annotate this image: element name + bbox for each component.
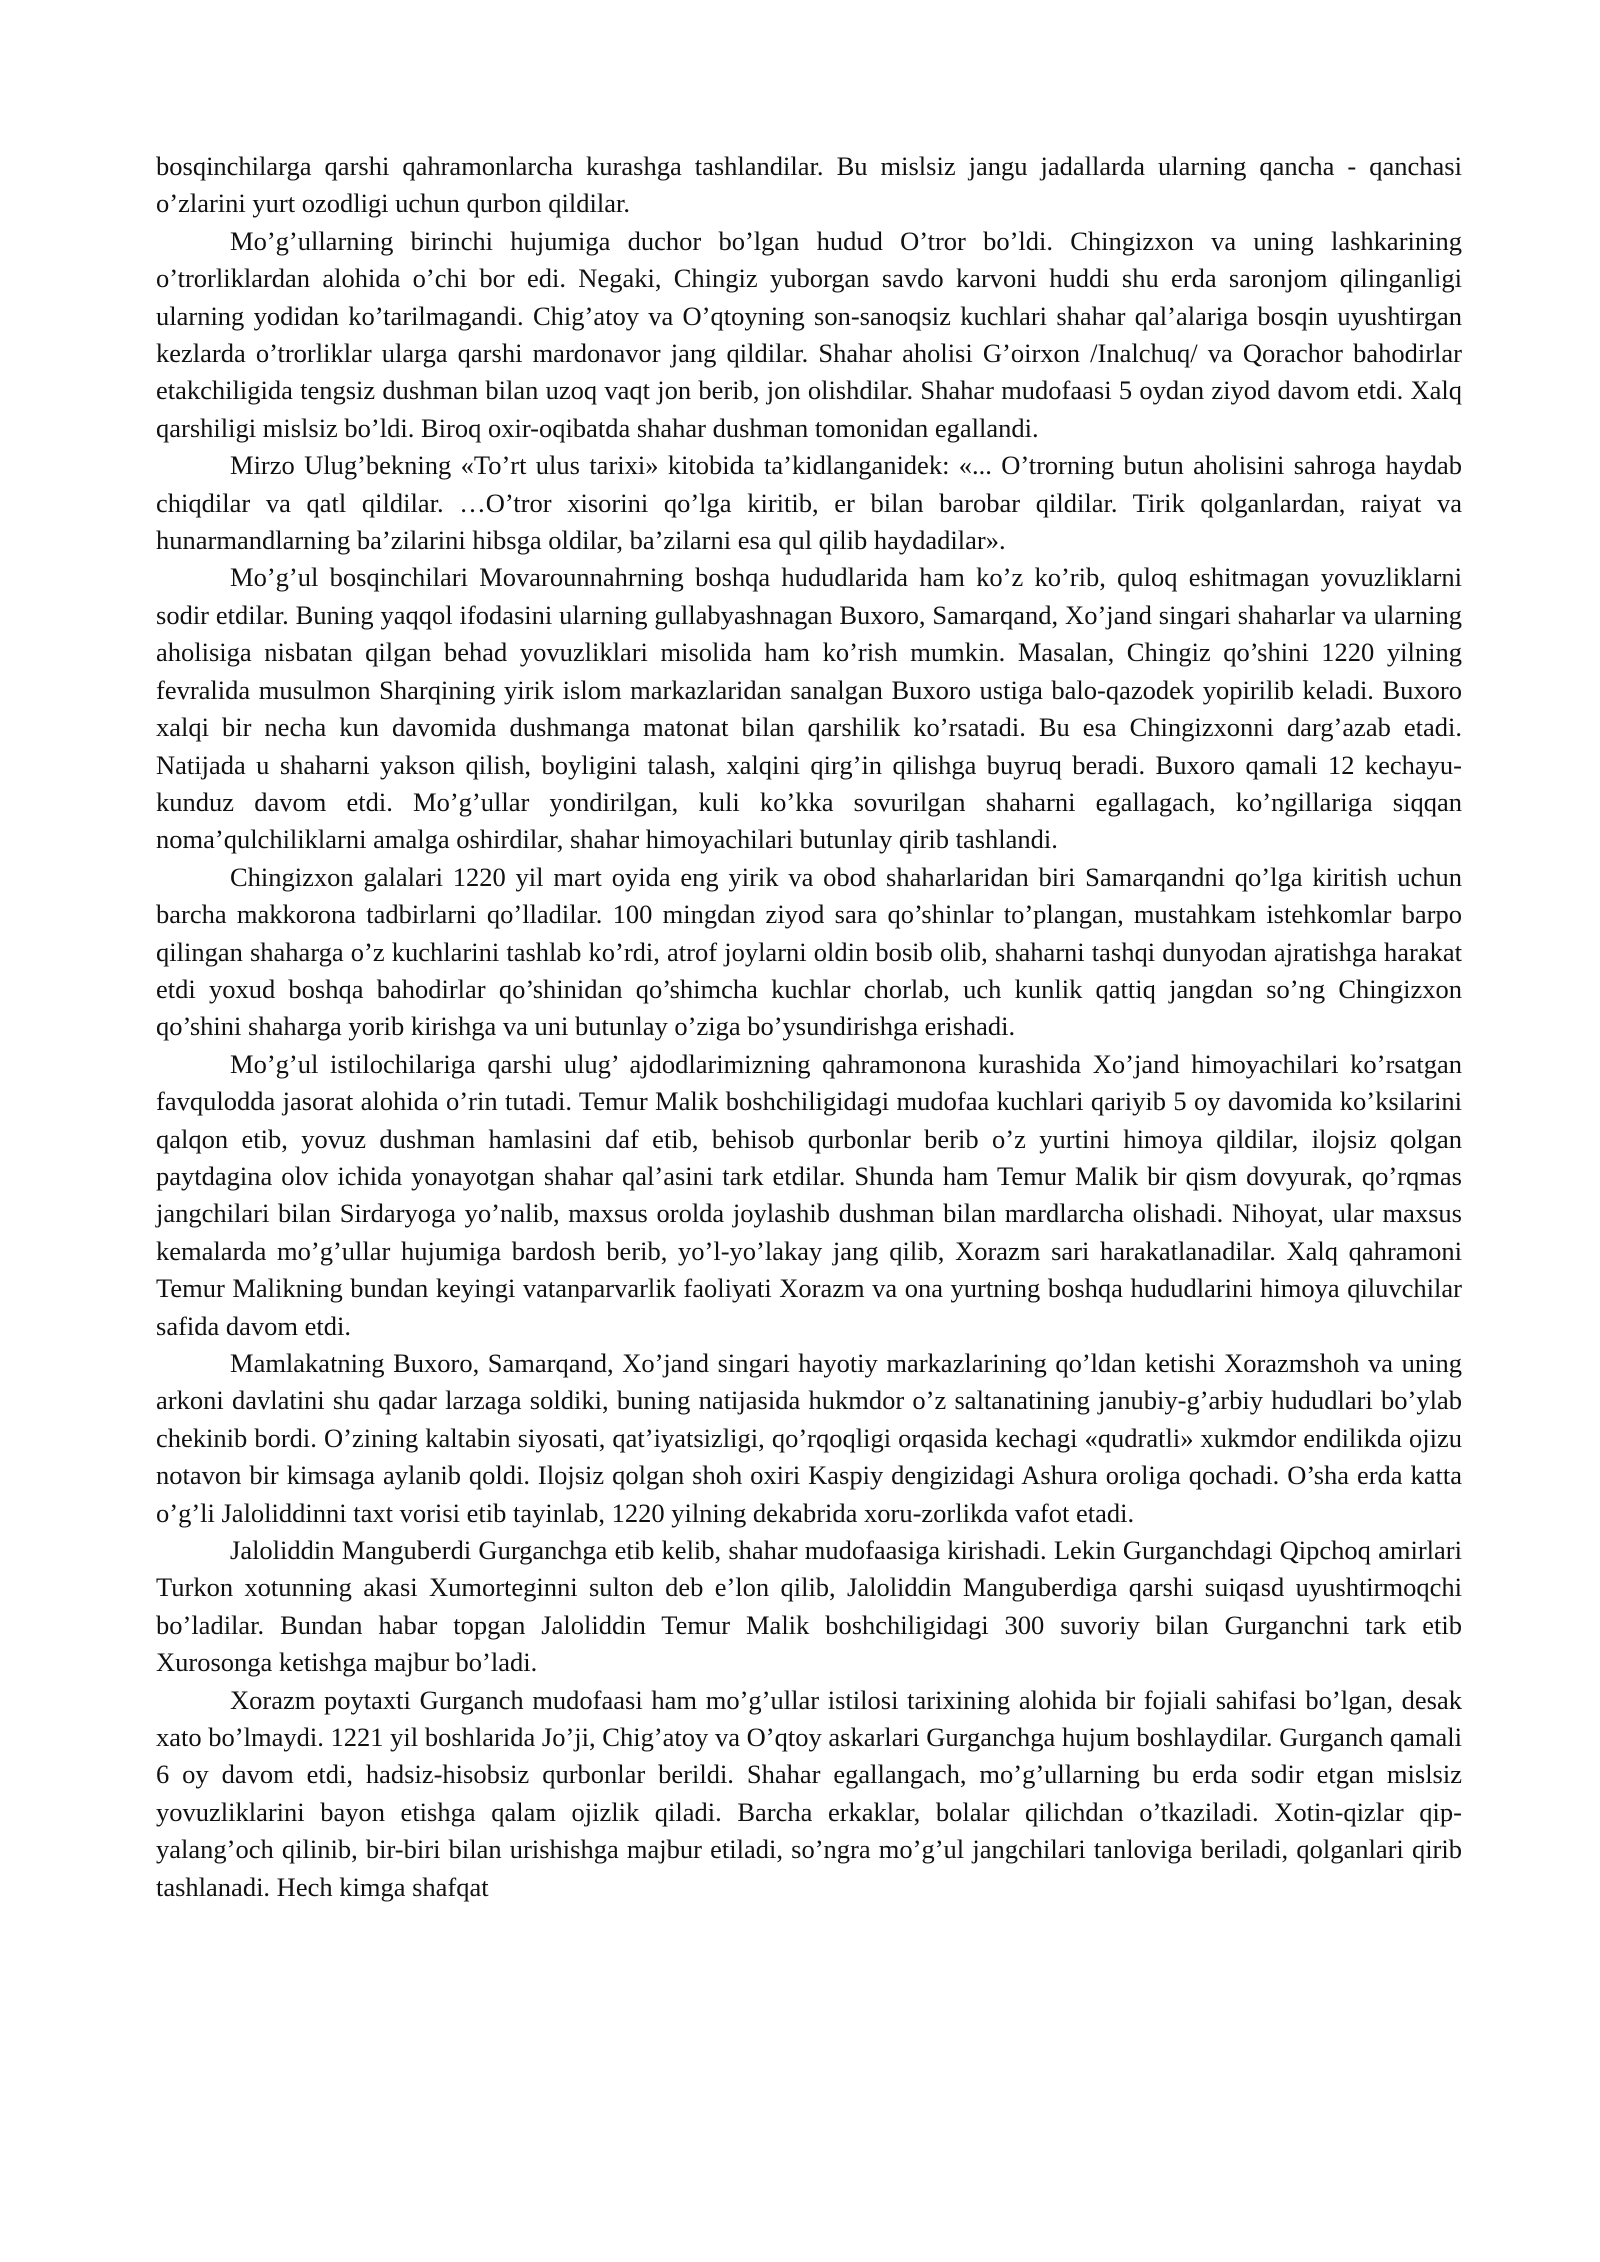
paragraph: Mo’g’ullarning birinchi hujumiga duchor bo’lgan hudud O’tror bo’ldi. Chingizxon va uning lashkarining o’trorliklardan alohida o’chi bor edi. Negaki, Chingiz yuborgan savdo karvoni huddi shu erda saronjom qilinganligi ularning yodidan ko’tarilmagandi. Chig’atoy va O’qtoyning son-sanoqsiz kuchlari shahar qal’alariga bosqin uyushtirgan kezlarda o’trorliklar ularga qarshi mardonavor jang qildilar. Shahar aholisi G’oirxon /Inalchuq/ va Qorachor bahodirlar etakchiligida tengsiz dushman bilan uzoq vaqt jon berib, jon olishdilar. Shahar mudofaasi 5 oydan ziyod davom etdi. Xalq qarshiligi mislsiz bo’ldi. Biroq oxir-oqibatda shahar dushman tomonidan egallandi. [156,225,1462,443]
paragraph: Mo’g’ul istilochilariga qarshi ulug’ ajdodlarimizning qahramonona kurashida Xo’jand himoyachilari ko’rsatgan favqulodda jasorat alohida o’rin tutadi. Temur Malik boshchiligidagi mudofaa kuchlari qariyib 5 oy davomida ko’ksilarini qalqon etib, yovuz dushman hamlasini daf etib, behisob qurbonlar berib o’z yurtini himoya qildilar, ilojsiz qolgan paytdagina olov ichida yonayotgan shahar qal’asini tark etdilar. Shunda ham Temur Malik bir qism dovyurak, qo’rqmas jangchilari bilan Sirdaryoga yo’nalib, maxsus orolda joylashib dushman bilan mardlarcha olishadi. Nihoyat, ular maxsus kemalarda mo’g’ullar hujumiga bardosh berib, yo’l-yo’lakay jang qilib, Xorazm sari harakatlanadilar. Xalq qahramoni Temur Malikning bundan keyingi vatanparvarlik faoliyati Xorazm va ona yurtning boshqa hududlarini himoya qiluvchilar safida davom etdi. [156,1048,1462,1341]
paragraph: Mirzo Ulug’bekning «To’rt ulus tarixi» kitobida ta’kidlanganidek: «... O’trorning butun aholisini sahroga haydab chiqdilar va qatl qildilar. …O’tror xisorini qo’lga kiritib, er bilan barobar qildilar. Tirik qolganlardan, raiyat va hunarmandlarning ba’zilarini hibsga oldilar, ba’zilarni esa qul qilib haydadilar». [156,450,1462,556]
paragraph: Mo’g’ul bosqinchilari Movarounnahrning boshqa hududlarida ham ko’z ko’rib, quloq eshitmagan yovuzliklarni sodir etdilar. Buning yaqqol ifodasini ularning gullabyashnagan Buxoro, Samarqand, Xo’jand singari shaharlar va ularning aholisiga nisbatan qilgan behad yovuzliklari misolida ham ko’rish mumkin. Masalan, Chingiz qo’shini 1220 yilning fevralida musulmon Sharqining yirik islom markazlaridan sanalgan Buxoro ustiga balo-qazodek yopirilib keladi. Buxoro xalqi bir necha kun davomida dushmanga matonat bilan qarshilik ko’rsatadi. Bu esa Chingizxonni darg’azab etadi. Natijada u shaharni yakson qilish, boyligini talash, xalqini qirg’in qilishga buyruq beradi. Buxoro qamali 12 kechayu-kunduz davom etdi. Mo’g’ullar yondirilgan, kuli ko’kka sovurilgan shaharni egallagach, ko’ngillariga siqqan noma’qulchiliklarni amalga oshirdilar, shahar himoyachilari butunlay qirib tashlandi. [156,562,1462,855]
paragraph: Mamlakatning Buxoro, Samarqand, Xo’jand singari hayotiy markazlarining qo’ldan ketishi Xorazmshoh va uning arkoni davlatini shu qadar larzaga soldiki, buning natijasida hukmdor o’z saltanatining janubiy-g’arbiy hududlari bo’ylab chekinib bordi. O’zining kaltabin siyosati, qat’iyatsizligi, qo’rqoqligi orqasida kechagi «qudratli» xukmdor endilikda ojizu notavon bir kimsaga aylanib qoldi. Ilojsiz qolgan shoh oxiri Kaspiy dengizidagi Ashura oroliga qochadi. O’sha erda katta o’g’li Jaloliddinni taxt vorisi etib tayinlab, 1220 yilning dekabrida xoru-zorlikda vafot etadi. [156,1348,1462,1528]
document-page [156,148,1462,1906]
paragraph: Chingizxon galalari 1220 yil mart oyida eng yirik va obod shaharlaridan biri Samarqandni qo’lga kiritish uchun barcha makkorona tadbirlarni qo’lladilar. 100 mingdan ziyod sara qo’shinlar to’plangan, mustahkam istehkomlar barpo qilingan shaharga o’z kuchlarini tashlab ko’rdi, atrof joylarni oldin bosib olib, shaharni tashqi dunyodan ajratishga harakat etdi yoxud boshqa bahodirlar qo’shinidan qo’shimcha kuchlar chorlab, uch kunlik qattiq jangdan so’ng Chingizxon qo’shini shaharga yorib kirishga va uni butunlay o’ziga bo’ysundirishga erishadi. [156,861,1462,1042]
paragraph: Xorazm poytaxti Gurganch mudofaasi ham mo’g’ullar istilosi tarixining alohida bir fojiali sahifasi bo’lgan, desak xato bo’lmaydi. 1221 yil boshlarida Jo’ji, Chig’atoy va O’qtoy askarlari Gurganchga hujum boshlaydilar. Gurganch qamali 6 oy davom etdi, hadsiz-hisobsiz qurbonlar berildi. Shahar egallangach, mo’g’ullarning bu erda sodir etgan mislsiz yovuzliklarini bayon etishga qalam ojizlik qiladi. Barcha erkaklar, bolalar qilichdan o’tkaziladi. Xotin-qizlar qip-yalang’och qilinib, bir-biri bilan urishishga majbur etiladi, so’ngra mo’g’ul jangchilari tanloviga beriladi, qolganlari qirib tashlanadi. Hech kimga shafqat [156,1684,1462,1902]
paragraph: Jaloliddin Manguberdi Gurganchga etib kelib, shahar mudofaasiga kirishadi. Lekin Gurganchdagi Qipchoq amirlari Turkon xotunning akasi Xumorteginni sulton deb e’lon qilib, Jaloliddin Manguberdiga qarshi suiqasd uyushtirmoqchi bo’ladilar. Bundan habar topgan Jaloliddin Temur Malik boshchiligidagi 300 suvoriy bilan Gurganchni tark etib Xurosonga ketishga majbur bo’ladi. [156,1535,1462,1678]
paragraph: bosqinchilarga qarshi qahramonlarcha kurashga tashlandilar. Bu mislsiz jangu jadallarda ularning qancha - qanchasi o’zlarini yurt ozodligi uchun qurbon qildilar. [156,151,1462,219]
